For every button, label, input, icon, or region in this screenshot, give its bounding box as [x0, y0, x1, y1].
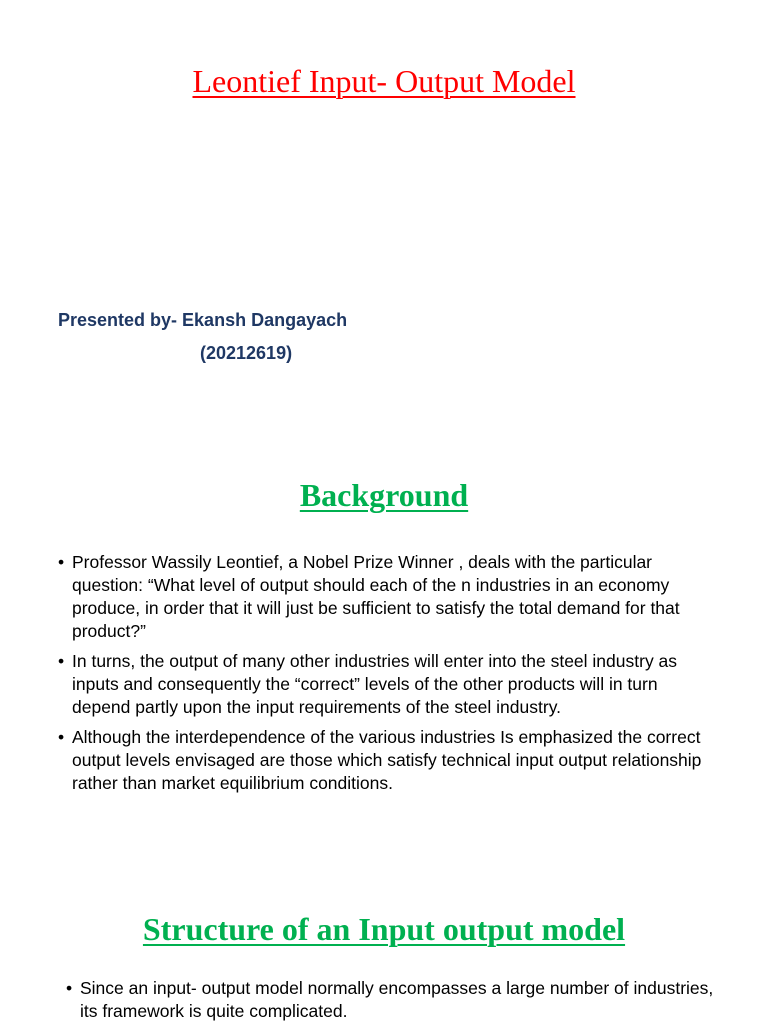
bullet-text: Professor Wassily Leontief, a Nobel Prize Winner , deals with the particular question: “What level of output should each of the n industries in an economy produce, in order that it will just be sufficient to satisfy the total demand for that product?” — [72, 552, 680, 641]
bullet-icon: • — [58, 651, 65, 671]
bullet-icon: • — [66, 978, 73, 998]
structure-heading: Structure of an Input output model — [142, 911, 626, 947]
bullet-text: In turns, the output of many other industries will enter into the steel industry as inputs and consequently the “correct” levels of the other products will in turn depend partly upon the input requirements of the steel industry. — [72, 651, 678, 717]
bullet-item — [58, 726, 718, 795]
background-bullet-list — [58, 551, 718, 802]
bullet-item — [58, 650, 718, 719]
background-heading: Background — [299, 477, 469, 513]
bullet-icon: • — [58, 727, 65, 747]
bullet-text: Since an input- output model normally encompasses a large number of industries, its framework is quite complicated. — [80, 978, 714, 1021]
bullet-item — [58, 551, 718, 643]
structure-bullet-list — [66, 977, 716, 1030]
presenter-roll-number: (20212619) — [200, 343, 293, 363]
bullet-icon: • — [58, 552, 65, 572]
bullet-item — [66, 977, 716, 1023]
bullet-text: Although the interdependence of the various industries Is emphasized the correct output levels envisaged are those which satisfy technical input output relationship rather than market equilibrium conditions. — [72, 727, 702, 793]
presenter-name: Presented by- Ekansh Dangayach — [58, 310, 348, 330]
slide-title: Leontief Input- Output Model — [192, 63, 576, 99]
